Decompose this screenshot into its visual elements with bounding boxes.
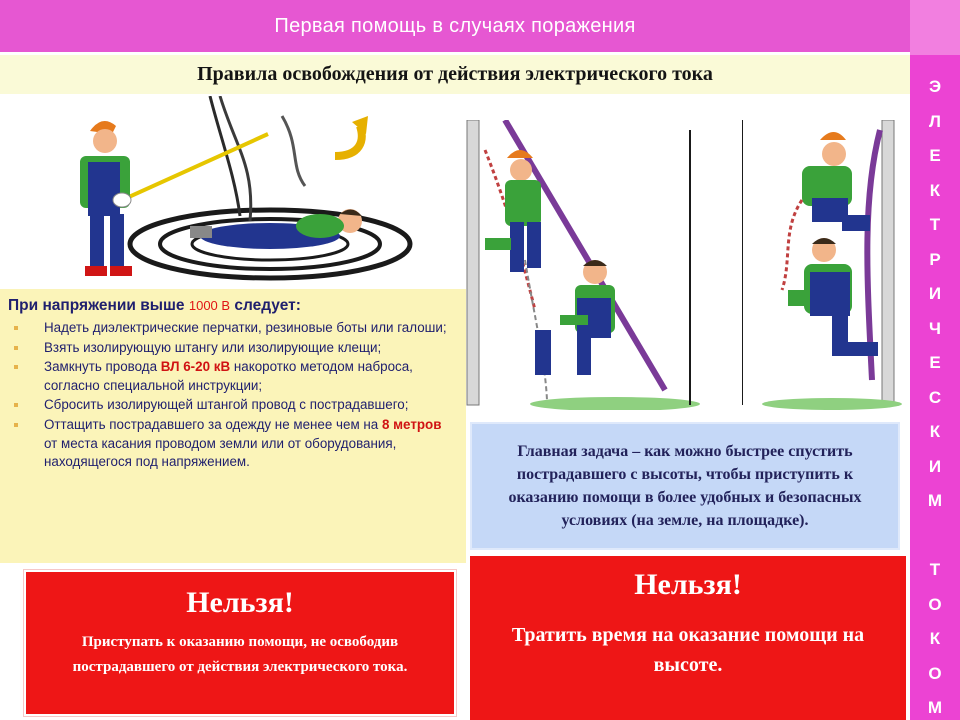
vertical-letter: С [928, 387, 942, 407]
vertical-letter: М [927, 491, 943, 510]
vertical-letter: К [929, 180, 941, 200]
height-rescue-illustration-left [465, 120, 700, 410]
vertical-letter: Е [929, 353, 941, 372]
item-text: накоротко методом наброса, согласно специальной инструкции; [44, 359, 413, 393]
vertical-letter: И [928, 456, 942, 476]
vertical-letter: Э [928, 77, 942, 96]
item-text: Сбросить изолирующей штангой провод с пострадавшего; [44, 397, 409, 413]
vertical-letter: О [928, 663, 942, 683]
instructions-heading [8, 297, 456, 315]
voltage-value: 1000 В [188, 298, 231, 313]
forbidden-text: Тратить время на оказание помощи на высоте. [511, 624, 865, 676]
list-item [8, 358, 456, 395]
item-text: Оттащить пострадавшего за одежду не менее чем на [44, 416, 379, 432]
vertical-letter: Е [929, 146, 941, 165]
page-subtitle: Правила освобождения от действия электрического тока [0, 52, 910, 94]
instructions-list [8, 319, 456, 472]
instructions-panel [0, 289, 466, 563]
item-text: Надеть диэлектрические перчатки, резиновые боты или галоши; [44, 320, 447, 335]
bullet-icon [14, 365, 18, 369]
list-item [8, 319, 456, 338]
vertical-letter: Ч [929, 318, 941, 338]
main-task-box: Главная задача – как можно быстрее спустить пострадавшего с высоты, чтобы приступить к оказанию помощи в более удобных и безопасных условиях (на земле, на площадке). [470, 422, 900, 550]
vertical-caption [910, 70, 960, 720]
page-header: Первая помощь в случаях поражения [0, 0, 910, 52]
item-text: Замкнуть провода [44, 359, 158, 375]
vertical-letter: И [928, 284, 942, 303]
vertical-letter: Р [929, 249, 941, 269]
vertical-letter: К [929, 629, 941, 648]
ground-rescue-illustration [60, 96, 460, 286]
forbidden-title: Нельзя! [634, 568, 742, 601]
bullet-icon [14, 403, 18, 407]
list-item [8, 416, 456, 472]
bullet-icon [14, 326, 18, 330]
forbidden-text: Приступать к оказанию помощи, не освободив пострадавшего от действия электрического тока. [72, 634, 408, 675]
item-text: от места касания проводом земли или от оборудования, находящегося под напряжением. [44, 435, 397, 470]
item-highlight: ВЛ 6-20 кВ [160, 359, 231, 375]
forbidden-box-left [24, 570, 456, 716]
vertical-letter: Т [929, 560, 941, 579]
vertical-letter: Л [929, 111, 941, 131]
heading-suffix: следует: [234, 297, 301, 314]
bullet-icon [14, 346, 18, 350]
item-highlight: 8 метров [381, 416, 442, 432]
height-rescue-illustration-right [742, 120, 902, 410]
forbidden-box-right [470, 556, 906, 720]
heading-prefix: При напряжении выше [8, 297, 185, 314]
vertical-letter: Т [929, 215, 941, 234]
side-strip [910, 0, 960, 720]
bullet-icon [14, 423, 18, 427]
side-strip-cap [910, 0, 960, 55]
forbidden-title: Нельзя! [186, 586, 294, 619]
list-item [8, 396, 456, 415]
list-item [8, 339, 456, 358]
item-text: Взять изолирующую штангу или изолирующие клещи; [44, 339, 382, 355]
vertical-letter: К [929, 422, 941, 441]
vertical-letter: М [927, 698, 943, 717]
vertical-letter: О [928, 594, 942, 614]
